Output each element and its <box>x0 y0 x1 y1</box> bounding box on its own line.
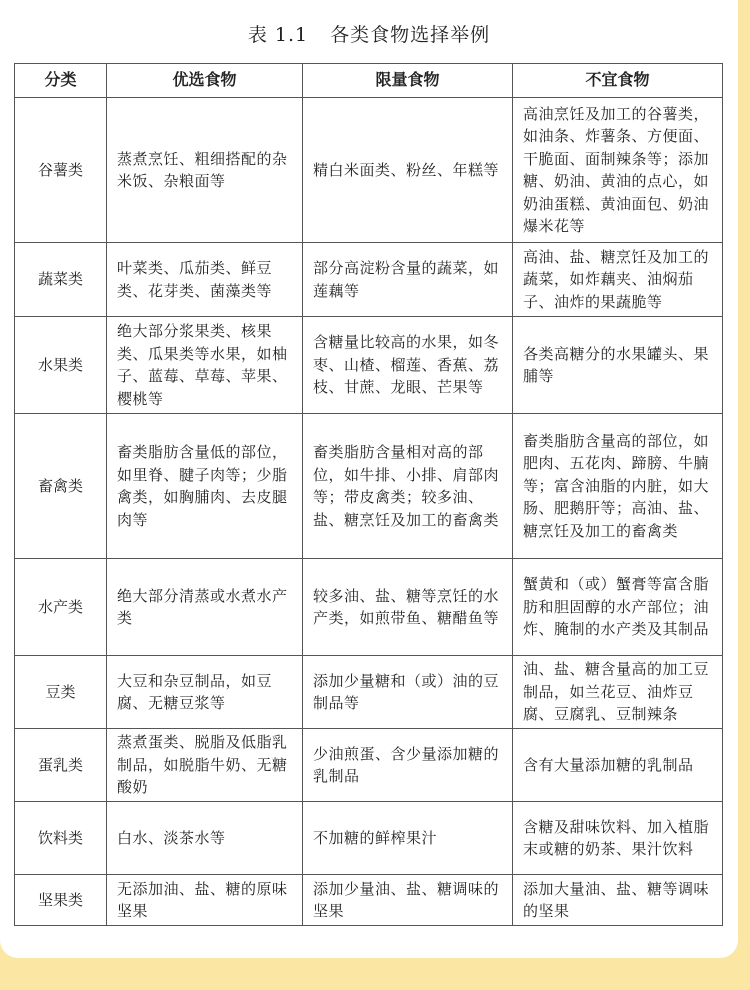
row-category: 水果类 <box>15 317 107 414</box>
cell-preferred: 蒸煮蛋类、脱脂及低脂乳制品，如脱脂牛奶、无糖酸奶 <box>107 729 303 802</box>
cell-preferred: 蒸煮烹饪、粗细搭配的杂米饭、杂粮面等 <box>107 98 303 243</box>
cell-limited: 不加糖的鲜榨果汁 <box>303 802 513 875</box>
row-category: 谷薯类 <box>15 98 107 243</box>
row-category: 饮料类 <box>15 802 107 875</box>
cell-preferred: 白水、淡茶水等 <box>107 802 303 875</box>
cell-avoid: 高油、盐、糖烹饪及加工的蔬菜，如炸藕夹、油焖茄子、油炸的果蔬脆等 <box>513 243 723 317</box>
food-selection-table <box>14 63 723 926</box>
cell-avoid: 各类高糖分的水果罐头、果脯等 <box>513 317 723 414</box>
table-row <box>15 98 723 243</box>
cell-preferred: 绝大部分浆果类、核果类、瓜果类等水果，如柚子、蓝莓、草莓、苹果、樱桃等 <box>107 317 303 414</box>
table-row <box>15 656 723 729</box>
cell-limited: 含糖量比较高的水果，如冬枣、山楂、榴莲、香蕉、荔枝、甘蔗、龙眼、芒果等 <box>303 317 513 414</box>
cell-avoid: 含有大量添加糖的乳制品 <box>513 729 723 802</box>
table-row <box>15 559 723 656</box>
table-row <box>15 802 723 875</box>
cell-limited: 较多油、盐、糖等烹饪的水产类，如煎带鱼、糖醋鱼等 <box>303 559 513 656</box>
table-row <box>15 875 723 926</box>
cell-preferred: 叶菜类、瓜茄类、鲜豆类、花芽类、菌藻类等 <box>107 243 303 317</box>
row-category: 豆类 <box>15 656 107 729</box>
cell-preferred: 大豆和杂豆制品，如豆腐、无糖豆浆等 <box>107 656 303 729</box>
cell-limited: 精白米面类、粉丝、年糕等 <box>303 98 513 243</box>
header-preferred: 优选食物 <box>107 64 303 98</box>
header-category: 分类 <box>15 64 107 98</box>
table-row <box>15 729 723 802</box>
table-row <box>15 243 723 317</box>
table-row <box>15 414 723 559</box>
table-row <box>15 317 723 414</box>
row-category: 蔬菜类 <box>15 243 107 317</box>
cell-preferred: 畜类脂肪含量低的部位，如里脊、腱子肉等；少脂禽类，如胸脯肉、去皮腿肉等 <box>107 414 303 559</box>
cell-avoid: 含糖及甜味饮料、加入植脂末或糖的奶茶、果汁饮料 <box>513 802 723 875</box>
cell-preferred: 绝大部分清蒸或水煮水产类 <box>107 559 303 656</box>
table-header-row <box>15 64 723 98</box>
row-category: 水产类 <box>15 559 107 656</box>
cell-limited: 畜类脂肪含量相对高的部位，如牛排、小排、肩部肉等；带皮禽类；较多油、盐、糖烹饪及加工的畜禽类 <box>303 414 513 559</box>
cell-avoid: 高油烹饪及加工的谷薯类，如油条、炸薯条、方便面、干脆面、面制辣条等；添加糖、奶油、黄油的点心，如奶油蛋糕、黄油面包、奶油爆米花等 <box>513 98 723 243</box>
cell-limited: 添加少量油、盐、糖调味的坚果 <box>303 875 513 926</box>
header-limited: 限量食物 <box>303 64 513 98</box>
row-category: 畜禽类 <box>15 414 107 559</box>
cell-avoid: 畜类脂肪含量高的部位，如肥肉、五花肉、蹄膀、牛腩等；富含油脂的内脏，如大肠、肥鹅肝等；高油、盐、糖烹饪及加工的畜禽类 <box>513 414 723 559</box>
cell-limited: 添加少量糖和（或）油的豆制品等 <box>303 656 513 729</box>
cell-avoid: 油、盐、糖含量高的加工豆制品，如兰花豆、油炸豆腐、豆腐乳、豆制辣条 <box>513 656 723 729</box>
table-caption <box>0 20 738 47</box>
row-category: 坚果类 <box>15 875 107 926</box>
cell-limited: 部分高淀粉含量的蔬菜，如莲藕等 <box>303 243 513 317</box>
row-category: 蛋乳类 <box>15 729 107 802</box>
header-avoid: 不宜食物 <box>513 64 723 98</box>
cell-avoid: 蟹黄和（或）蟹膏等富含脂肪和胆固醇的水产部位；油炸、腌制的水产类及其制品 <box>513 559 723 656</box>
cell-preferred: 无添加油、盐、糖的原味坚果 <box>107 875 303 926</box>
cell-limited: 少油煎蛋、含少量添加糖的乳制品 <box>303 729 513 802</box>
table-title: 各类食物选择举例 <box>330 24 491 46</box>
table-number: 表 1.1 <box>247 24 309 46</box>
cell-avoid: 添加大量油、盐、糖等调味的坚果 <box>513 875 723 926</box>
